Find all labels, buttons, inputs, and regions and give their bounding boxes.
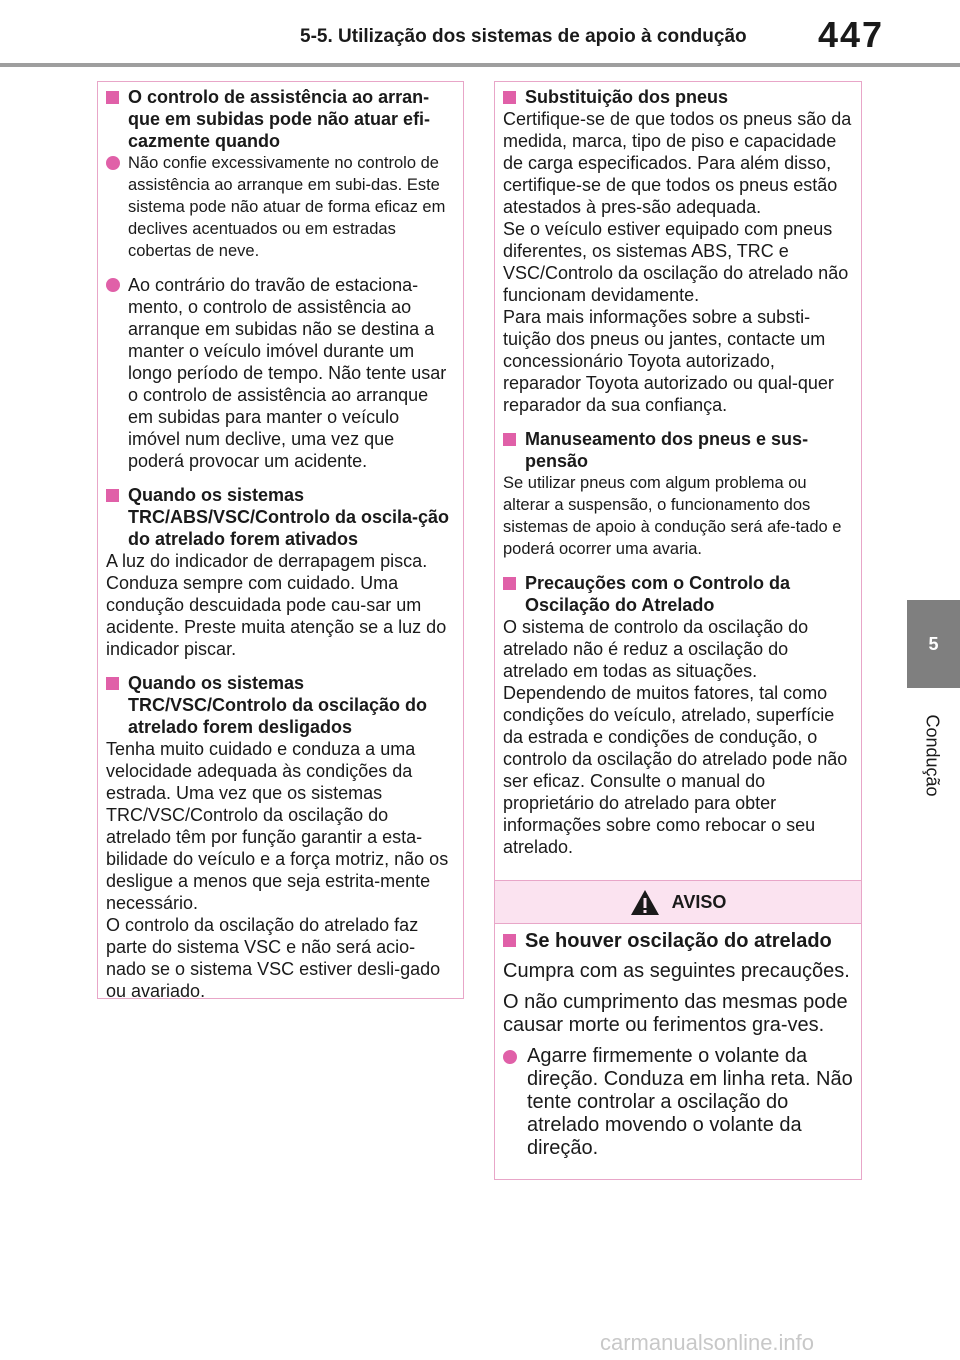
info-section bbox=[106, 484, 455, 660]
section-title bbox=[503, 428, 853, 472]
section-title-text: Manuseamento dos pneus e sus-pensão bbox=[525, 429, 809, 471]
left-info-box bbox=[97, 81, 464, 999]
chapter-label: Condução bbox=[922, 713, 943, 797]
right-info-box bbox=[494, 81, 862, 881]
warning-bullet-text: Agarre firmemente o volante da direção. Conduza em linha reta. Não tente controlar a oscilação do atrelado movendo o volante da direção. bbox=[527, 1045, 853, 1159]
square-bullet-icon bbox=[106, 91, 119, 104]
section-title-text: Precauções com o Controlo da Oscilação do Atrelado bbox=[525, 573, 791, 615]
section-header-title: 5-5. Utilização dos sistemas de apoio à condução bbox=[300, 26, 747, 47]
section-title bbox=[503, 86, 853, 108]
section-title bbox=[106, 484, 455, 550]
square-bullet-icon bbox=[503, 577, 516, 590]
section-body: A luz do indicador de derrapagem pisca. Conduza sempre com cuidado. Uma condução descuidada pode cau-sar um acidente. Preste muita atenção se a luz do indicador piscar. bbox=[106, 551, 447, 659]
warning-triangle-icon bbox=[630, 889, 660, 916]
square-bullet-icon bbox=[503, 934, 516, 947]
section-title-text: Substituição dos pneus bbox=[525, 87, 729, 107]
warning-body bbox=[495, 924, 861, 1168]
section-title bbox=[503, 572, 853, 616]
bullet-item bbox=[106, 152, 455, 262]
section-title bbox=[106, 672, 455, 738]
warning-title bbox=[503, 928, 853, 954]
section-body: Tenha muito cuidado e conduza a uma velocidade adequada às condições da estrada. Uma vez que os sistemas TRC/VSC/Controlo da oscilação do atrelado têm por função garantir a esta-bilidade do veículo e a força motriz, não os desligue a menos que seja estrita-mente necessário. bbox=[106, 739, 449, 913]
round-bullet-icon bbox=[106, 156, 120, 170]
square-bullet-icon bbox=[503, 91, 516, 104]
square-bullet-icon bbox=[106, 489, 119, 502]
section-title-text: Quando os sistemas TRC/VSC/Controlo da oscilação do atrelado forem desligados bbox=[128, 673, 428, 737]
warning-bullet bbox=[503, 1045, 853, 1160]
section-body: Certifique-se de que todos os pneus são da medida, marca, tipo de piso e capacidade de carga especificados. Para além disso, certifique-se de que todos os pneus estão atestados à pres-são adequada. bbox=[503, 109, 852, 217]
square-bullet-icon bbox=[503, 433, 516, 446]
section-title bbox=[106, 86, 455, 152]
bullet-item bbox=[106, 274, 455, 472]
info-section bbox=[106, 86, 455, 472]
section-body: O controlo da oscilação do atrelado faz parte do sistema VSC e não será acio-nado se o sistema VSC estiver desli-gado ou avariado. bbox=[106, 915, 441, 1001]
section-body: Se utilizar pneus com algum problema ou alterar a suspensão, o funcionamento dos sistemas de apoio à condução será afe-tado e poderá ocorrer uma avaria. bbox=[503, 474, 842, 558]
round-bullet-icon bbox=[503, 1050, 517, 1064]
page-number: 447 bbox=[818, 14, 885, 55]
warning-box bbox=[494, 880, 862, 1180]
round-bullet-icon bbox=[106, 278, 120, 292]
chapter-label-container bbox=[904, 700, 960, 810]
chapter-tab bbox=[907, 600, 960, 688]
bullet-text: Ao contrário do travão de estaciona-mento, o controlo de assistência ao arranque em subidas não se destina a manter o veículo imóvel durante um longo período de tempo. Não tente usar o controlo de assistência ao arranque em subidas para manter o veículo imóvel num declive, uma vez que poderá provocar um acidente. bbox=[128, 275, 447, 471]
section-title-text: O controlo de assistência ao arran-que em subidas pode não atuar efi-cazmente quando bbox=[128, 87, 431, 151]
watermark: carmanualsonline.info bbox=[600, 1330, 815, 1355]
warning-text: Cumpra com as seguintes precauções. bbox=[503, 960, 850, 982]
square-bullet-icon bbox=[106, 677, 119, 690]
section-body: Se o veículo estiver equipado com pneus diferentes, os sistemas ABS, TRC e VSC/Controlo da oscilação do atrelado não funcionam devidamente. bbox=[503, 219, 849, 305]
warning-header bbox=[495, 881, 861, 924]
warning-title-text: Se houver oscilação do atrelado bbox=[525, 930, 832, 952]
bullet-text: Não confie excessivamente no controlo de assistência ao arranque em subi-das. Este sistema pode não atuar de forma eficaz em declives acentuados ou em estradas cobertas de neve. bbox=[128, 154, 446, 260]
header-divider bbox=[0, 63, 960, 67]
section-title-text: Quando os sistemas TRC/ABS/VSC/Controlo da oscila-ção do atrelado forem ativados bbox=[128, 485, 450, 549]
chapter-number: 5 bbox=[928, 633, 939, 654]
warning-text: O não cumprimento das mesmas pode causar morte ou ferimentos gra-ves. bbox=[503, 991, 848, 1036]
warning-label: AVISO bbox=[671, 891, 727, 912]
section-body: Para mais informações sobre a substi-tuição dos pneus ou jantes, contacte um concessionário Toyota autorizado, reparador Toyota autorizado ou qual-quer reparador da sua confiança. bbox=[503, 307, 834, 415]
info-section bbox=[503, 572, 853, 858]
info-section bbox=[106, 672, 455, 1002]
info-section bbox=[503, 86, 853, 416]
info-section bbox=[503, 428, 853, 560]
section-body: O sistema de controlo da oscilação do atrelado não é reduz a oscilação do atrelado em todas as situações. Dependendo de muitos fatores, tal como condições do veículo, atrelado, superfície da estrada e condições de condução, o controlo da oscilação do atrelado pode não ser eficaz. Consulte o manual do proprietário do atrelado para obter informações sobre como rebocar o seu atrelado. bbox=[503, 617, 848, 857]
